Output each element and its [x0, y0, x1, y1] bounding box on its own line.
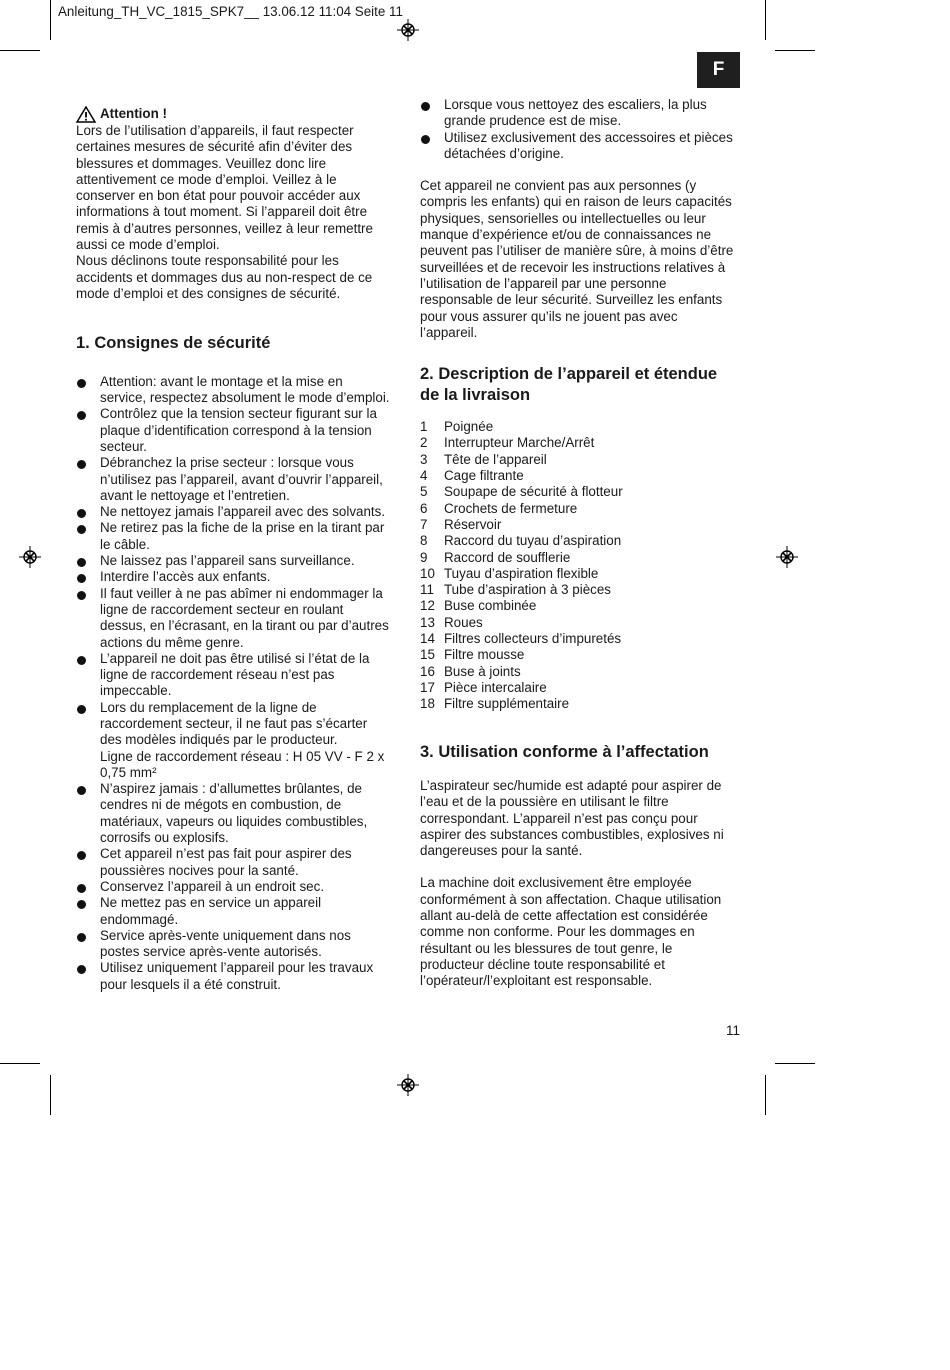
section-3-heading: 3. Utilisation conforme à l’affectation [420, 742, 709, 761]
list-item [76, 406, 396, 455]
text-line: plaque d’identification correspond à la tension [100, 422, 372, 438]
text-line: de la livraison [420, 385, 531, 404]
text-line: allant au-delà de cette affectation est considérée [420, 908, 708, 924]
text-line: Ne retirez pas la fiche de la prise en la tirant par [100, 520, 385, 536]
registration-mark-icon [776, 546, 798, 568]
text-line: postes service après-vente autorisés. [100, 944, 322, 960]
text-line: secteur. [100, 438, 147, 454]
part-number: 2 [420, 435, 428, 451]
text-line: Conservez l’appareil à un endroit sec. [100, 878, 325, 894]
part-number: 8 [420, 533, 428, 549]
bullet-icon [77, 786, 86, 795]
part-item [420, 517, 750, 533]
text-line: L’aspirateur sec/humide est adapté pour aspirer de [420, 778, 722, 793]
list-item [76, 700, 396, 781]
registration-mark-icon [19, 546, 41, 568]
bullet-icon [421, 102, 430, 111]
part-label: Interrupteur Marche/Arrêt [444, 435, 595, 451]
text-line: aussi ce mode d’emploi. [76, 237, 220, 253]
part-label: Crochets de fermeture [444, 500, 578, 516]
crop-mark [0, 1063, 40, 1064]
text-line: Ne nettoyez jamais l’appareil avec des solvants. [100, 504, 386, 520]
text-line: des modèles indiqués par le producteur. [100, 732, 338, 748]
attention-disclaimer [76, 253, 396, 302]
part-item [420, 501, 750, 517]
text-line: actions du même genre. [100, 634, 244, 650]
text-line: accidents et dommages dus au non-respect de ce [76, 269, 373, 285]
text-line: le câble. [100, 536, 150, 552]
part-label: Roues [444, 614, 483, 630]
text-line: l’appareil. [420, 324, 478, 340]
text-line: matériaux, vapeurs ou liquides combustibles, [100, 813, 368, 829]
language-tab: F [697, 52, 740, 88]
text-line: Utilisez uniquement l’appareil pour les travaux [100, 960, 374, 976]
left-column [76, 106, 396, 993]
part-item [420, 484, 750, 500]
part-label: Poignée [444, 419, 494, 435]
text-line: l’opérateur/l’exploitant est responsable. [420, 973, 653, 989]
list-item [76, 781, 396, 846]
registration-mark-icon [397, 1074, 419, 1096]
text-line: correspondant. L’appareil n’est pas conçu pour [420, 810, 698, 826]
bullet-icon [77, 525, 86, 534]
children-notice [420, 178, 750, 341]
warning-triangle-icon [76, 106, 96, 123]
crop-mark [765, 0, 766, 40]
text-line: conformément à son affectation. Chaque utilisation [420, 891, 722, 907]
part-item [420, 647, 750, 663]
bullet-icon [77, 411, 86, 420]
text-line: pour vous assurer qu’ils ne jouent pas avec [420, 308, 678, 324]
part-label: Filtre supplémentaire [444, 696, 570, 712]
page-number: 11 [726, 1023, 740, 1038]
text-line: dangereuses pour la santé. [420, 843, 583, 859]
part-number: 15 [420, 647, 435, 663]
part-number: 13 [420, 614, 435, 630]
registration-mark-icon [397, 19, 419, 41]
crop-mark [775, 1063, 815, 1064]
text-line: ligne de raccordement secteur en roulant [100, 601, 344, 617]
part-item [420, 696, 750, 712]
text-line: L’appareil ne doit pas être utilisé si l’état de la [100, 650, 370, 666]
text-line: mode d’emploi et des consignes de sécurité. [76, 285, 341, 301]
crop-mark [50, 1075, 51, 1115]
attention-title: Attention ! [100, 106, 167, 122]
text-line: Lors de l’utilisation d’appareils, il faut respecter [76, 123, 354, 138]
text-line: Débranchez la prise secteur : lorsque vous [100, 455, 354, 471]
part-number: 6 [420, 500, 428, 516]
text-line: ligne de raccordement réseau n’est pas [100, 667, 335, 683]
bullet-icon [77, 656, 86, 665]
part-item [420, 680, 750, 696]
part-item [420, 419, 750, 435]
part-label: Tête de l’appareil [444, 451, 547, 467]
part-item [420, 664, 750, 680]
text-line: manque d’expérience et/ou de connaissances ne [420, 227, 712, 243]
part-number: 4 [420, 468, 428, 484]
part-number: 16 [420, 663, 435, 679]
part-number: 18 [420, 696, 435, 712]
section-2-heading [420, 364, 750, 405]
text-line: Utilisez exclusivement des accessoires et pièces [444, 129, 733, 145]
text-line: Ligne de raccordement réseau : H 05 VV - F 2 x [100, 748, 385, 764]
text-line: pour lesquels il a été construit. [100, 976, 281, 992]
right-column [420, 97, 750, 990]
text-line: raccordement secteur, il ne faut pas s’écarter [100, 716, 368, 731]
bullet-icon [77, 509, 86, 518]
part-number: 1 [420, 419, 428, 435]
part-number: 12 [420, 598, 435, 614]
text-line: Lorsque vous nettoyez des escaliers, la plus [444, 97, 707, 112]
text-line: Service après-vente uniquement dans nos [100, 927, 351, 943]
part-label: Raccord du tuyau d’aspiration [444, 533, 622, 549]
text-line: l’utilisation de l’appareil par une personne [420, 275, 667, 291]
additional-safety-list [420, 97, 750, 162]
bullet-icon [77, 900, 86, 909]
part-number: 9 [420, 549, 428, 565]
bullet-icon [77, 558, 86, 567]
text-line: poussières nocives pour la santé. [100, 862, 299, 878]
bullet-icon [77, 705, 86, 714]
header-slug: Anleitung_TH_VC_1815_SPK7__ 13.06.12 11:04 Seite 11 [58, 4, 403, 19]
part-number: 10 [420, 565, 435, 581]
crop-mark [775, 50, 815, 51]
crop-mark [0, 50, 40, 51]
part-number: 11 [420, 582, 434, 598]
text-line: Cet appareil ne convient pas aux personnes (y [420, 178, 697, 194]
text-line: endommagé. [100, 911, 179, 927]
attention-heading [76, 106, 396, 123]
list-item [76, 960, 396, 993]
list-item [76, 569, 396, 585]
text-line: aspirer des substances combustibles, explosives ni [420, 826, 724, 842]
part-item [420, 533, 750, 549]
intended-use-paragraph [420, 778, 750, 859]
text-line: 0,75 mm² [100, 764, 157, 780]
bullet-icon [77, 591, 86, 600]
text-line: Lors du remplacement de la ligne de [100, 699, 317, 715]
text-line: La machine doit exclusivement être employée [420, 875, 692, 891]
text-line: Cet appareil n’est pas fait pour aspirer des [100, 846, 352, 862]
crop-mark [50, 0, 51, 40]
bullet-icon [77, 379, 86, 388]
part-label: Pièce intercalaire [444, 679, 547, 695]
list-item [76, 651, 396, 700]
text-line: détachées d’origine. [444, 145, 564, 161]
bullet-icon [77, 851, 86, 860]
part-item [420, 615, 750, 631]
text-line: physiques, sensorielles ou intellectuelles ou leur [420, 210, 706, 226]
bullet-icon [77, 460, 86, 469]
text-line: avant le nettoyage et l’entretien. [100, 487, 290, 503]
list-item [420, 97, 750, 130]
text-line: peuvent pas l’utiliser de manière sûre, à moins d’être [420, 243, 734, 259]
part-label: Soupape de sécurité à flotteur [444, 484, 623, 500]
text-line: Attention: avant le montage et la mise en [100, 373, 343, 389]
parts-list [420, 419, 750, 712]
part-item [420, 468, 750, 484]
text-line: Ne laissez pas l’appareil sans surveillance. [100, 553, 355, 569]
liability-paragraph [420, 875, 750, 989]
safety-instructions-list [76, 374, 396, 993]
text-line: blessures et dommages. Veuillez donc lire [76, 155, 327, 171]
text-line: résultant ou les blessures de tout genre, le [420, 940, 673, 956]
part-label: Buse à joints [444, 663, 521, 679]
part-item [420, 582, 750, 598]
part-label: Réservoir [444, 516, 502, 532]
text-line: conserver en bon état pour pouvoir accéder aux [76, 188, 361, 204]
text-line: grande prudence est de mise. [444, 113, 622, 129]
text-line: Contrôlez que la tension secteur figurant sur la [100, 406, 377, 422]
list-item [420, 130, 750, 163]
list-item [76, 928, 396, 961]
part-number: 14 [420, 631, 435, 647]
text-line: certaines mesures de sécurité afin d’éviter des [76, 139, 353, 155]
text-line: Il faut veiller à ne pas abîmer ni endommager la [100, 585, 383, 601]
text-line: Interdire l’accès aux enfants. [100, 569, 271, 585]
part-label: Tuyau d’aspiration flexible [444, 565, 599, 581]
crop-mark [765, 1075, 766, 1115]
part-label: Filtre mousse [444, 647, 525, 663]
attention-paragraph [76, 123, 396, 253]
text-line: producteur décline toute responsabilité et [420, 956, 665, 972]
text-line: Nous déclinons toute responsabilité pour les [76, 253, 339, 269]
bullet-icon [421, 135, 430, 144]
list-item [76, 455, 396, 504]
part-number: 3 [420, 451, 428, 467]
text-line: 2. Description de l’appareil et étendue [420, 365, 718, 384]
list-item [76, 374, 396, 407]
text-line: responsable de leur sécurité. Surveillez les enfants [420, 292, 723, 308]
part-label: Filtres collecteurs d’impuretés [444, 631, 622, 647]
list-item [76, 504, 396, 520]
text-line: surveillées et de recevoir les instructions relatives à [420, 259, 726, 275]
text-line: dessus, en l’écrasant, en la tirant ou par d’autres [100, 618, 389, 634]
list-item [76, 520, 396, 553]
text-line: n’utilisez pas l’appareil, avant d’ouvrir l’appareil, [100, 471, 383, 487]
part-item [420, 550, 750, 566]
text-line: remis à d’autres personnes, veillez à leur remettre [76, 220, 373, 236]
part-number: 17 [420, 679, 435, 695]
list-item [76, 879, 396, 895]
text-line: N’aspirez jamais : d’allumettes brûlantes, de [100, 781, 362, 797]
part-label: Cage filtrante [444, 468, 524, 484]
bullet-icon [77, 574, 86, 583]
text-line: service, respectez absolument le mode d’emploi. [100, 390, 390, 406]
part-item [420, 435, 750, 451]
text-line: compris les enfants) qui en raison de leurs capacités [420, 194, 732, 210]
list-item [76, 846, 396, 879]
part-item [420, 452, 750, 468]
part-number: 7 [420, 516, 428, 532]
list-item [76, 553, 396, 569]
bullet-icon [77, 965, 86, 974]
text-line: corrosifs ou explosifs. [100, 830, 229, 846]
text-line: Ne mettez pas en service un appareil [100, 895, 322, 911]
bullet-icon [77, 933, 86, 942]
text-line: impeccable. [100, 683, 172, 699]
part-item [420, 598, 750, 614]
part-item [420, 566, 750, 582]
text-line: cendres ni de mégots en combustion, de [100, 797, 342, 813]
part-item [420, 631, 750, 647]
part-label: Raccord de soufflerie [444, 549, 571, 565]
list-item [76, 895, 396, 928]
text-line: informations à tout moment. Si l’appareil doit être [76, 204, 368, 220]
section-1-heading: 1. Consignes de sécurité [76, 334, 271, 353]
text-line: comme non conforme. Pour les dommages en [420, 924, 695, 940]
part-label: Buse combinée [444, 598, 537, 614]
text-line: l’eau et de la poussière en utilisant le filtre [420, 794, 669, 810]
list-item [76, 586, 396, 651]
part-number: 5 [420, 484, 428, 500]
part-label: Tube d’aspiration à 3 pièces [444, 582, 611, 598]
text-line: attentivement ce mode d’emploi. Veillez à le [76, 171, 337, 187]
bullet-icon [77, 884, 86, 893]
